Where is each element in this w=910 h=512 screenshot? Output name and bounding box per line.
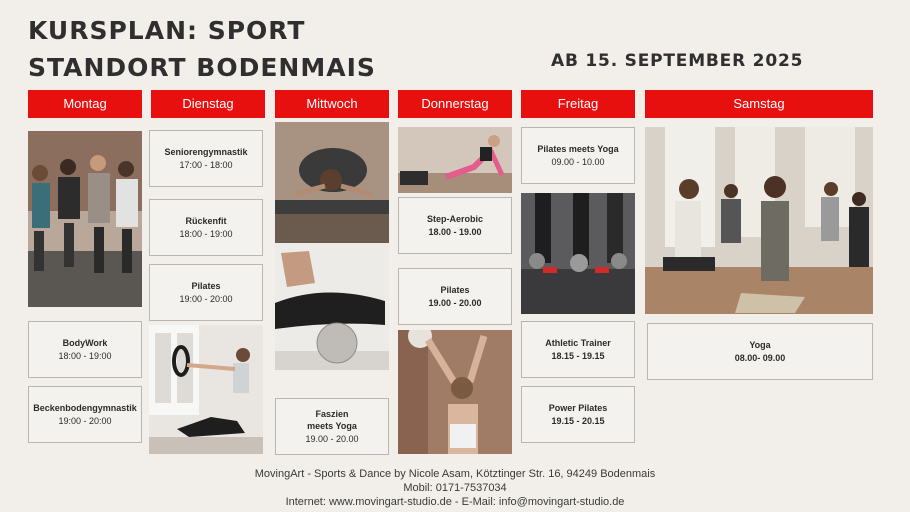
class-name: Faszien meets Yoga — [307, 409, 357, 431]
footer-web-email: Internet: www.movingart-studio.de - E-Mail: info@movingart-studio.de — [285, 496, 625, 508]
class-time: 18.00 - 19.00 — [428, 227, 482, 237]
group-squat-photo — [28, 131, 142, 307]
class-time: 19.00 - 20.00 — [428, 298, 482, 308]
class-faszien-meets-yoga — [275, 398, 389, 455]
foam-roller-photo — [275, 243, 389, 370]
class-name: Seniorengymnastik — [164, 147, 248, 157]
class-name: Step-Aerobic — [426, 214, 483, 224]
class-time: 19.00 - 20.00 — [305, 434, 359, 444]
start-date: AB 15. SEPTEMBER 2025 — [551, 51, 804, 71]
ball-stretch-photo — [398, 330, 512, 454]
class-time: 09.00 - 10.00 — [551, 157, 605, 167]
class-name: Beckenbodengymnastik — [33, 403, 137, 413]
day-header-freitag: Freitag — [521, 90, 635, 118]
class-pilates-thursday — [398, 268, 512, 325]
class-time: 08.00- 09.00 — [734, 353, 786, 363]
class-power-pilates — [521, 386, 635, 443]
day-header-montag: Montag — [28, 90, 142, 118]
step-aerobic-photo — [398, 127, 512, 193]
class-name: Athletic Trainer — [545, 338, 611, 348]
class-pilates-tuesday — [149, 264, 263, 321]
footer-phone: Mobil: 0171-7537034 — [403, 482, 507, 494]
class-bodywork — [28, 321, 142, 378]
title-line-1: KURSPLAN: SPORT — [28, 16, 306, 45]
day-header-mittwoch: Mittwoch — [275, 90, 389, 118]
class-name: BodyWork — [62, 338, 108, 348]
class-seniorengymnastik — [149, 130, 263, 187]
day-header-samstag: Samstag — [645, 90, 873, 118]
class-name: Pilates — [191, 281, 221, 291]
class-time: 18.15 - 19.15 — [551, 351, 605, 361]
pilates-ring-photo — [149, 325, 263, 454]
class-name: Pilates — [440, 285, 470, 295]
class-time: 18:00 - 19:00 — [179, 229, 233, 239]
footer-address: MovingArt - Sports & Dance by Nicole Asam, Kötztinger Str. 16, 94249 Bodenmais — [254, 468, 656, 480]
class-beckenbodengymnastik — [28, 386, 142, 443]
class-rueckenfit — [149, 199, 263, 256]
class-yoga — [647, 323, 873, 380]
class-time: 19:00 - 20:00 — [58, 416, 112, 426]
class-name: Power Pilates — [548, 403, 608, 413]
class-step-aerobic — [398, 197, 512, 254]
kettlebell-photo — [521, 193, 635, 314]
class-name: Pilates meets Yoga — [537, 144, 619, 154]
class-time: 17:00 - 18:00 — [179, 160, 233, 170]
class-time: 18:00 - 19:00 — [58, 351, 112, 361]
class-time: 19:00 - 20:00 — [179, 294, 233, 304]
day-header-donnerstag: Donnerstag — [398, 90, 512, 118]
class-athletic-trainer — [521, 321, 635, 378]
yoga-class-photo — [645, 127, 873, 314]
title-line-2: STANDORT BODENMAIS — [28, 53, 376, 82]
class-time: 19.15 - 20.15 — [551, 416, 605, 426]
day-header-dienstag: Dienstag — [151, 90, 265, 118]
class-name: Rückenfit — [185, 216, 227, 226]
class-name: Yoga — [749, 340, 771, 350]
stretching-photo — [275, 122, 389, 243]
class-pilates-meets-yoga — [521, 127, 635, 184]
